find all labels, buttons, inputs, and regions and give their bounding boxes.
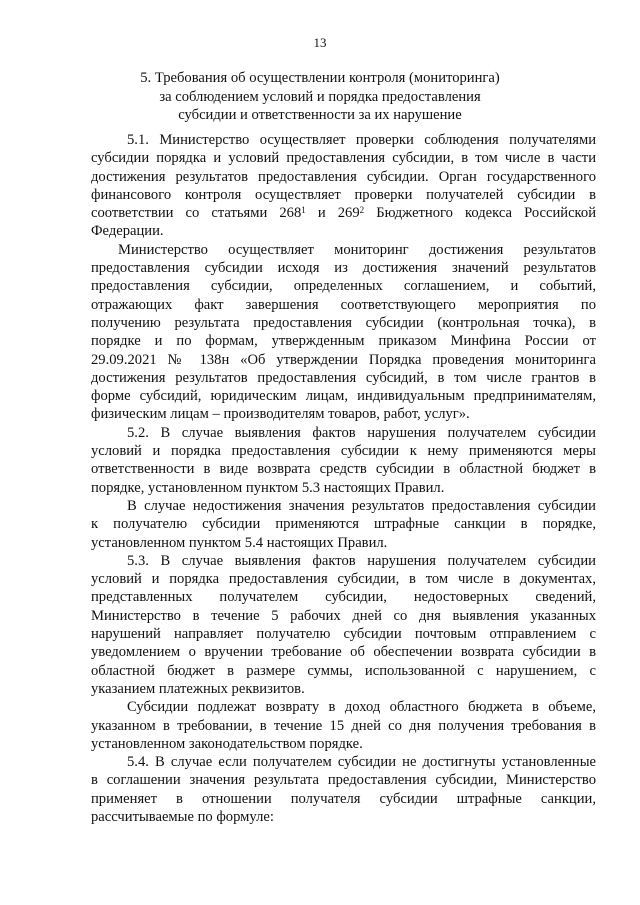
text-line: 29.09.2021 № 138н «Об утверждении Порядка проведения мониторинга — [91, 351, 596, 368]
text-line: достижения результатов предоставления субсидии. Орган государственного — [91, 168, 596, 185]
text-line: условий и порядка предоставления субсидии к нему применяются меры — [91, 443, 596, 460]
text-fragment: Бюджетного кодекса Российской — [364, 205, 597, 222]
text-fragment: соответствии со статьями 268 — [91, 205, 302, 222]
section-title — [90, 69, 550, 125]
section-title-line: 5. Требования об осуществлении контроля (мониторинга) — [140, 70, 500, 86]
superscript: 2 — [359, 205, 365, 216]
text-line-with-superscripts — [91, 204, 596, 222]
paragraph-penalty — [91, 497, 596, 552]
text-line: рассчитываемые по формуле: — [91, 808, 274, 825]
text-line: Министерство осуществляет мониторинг достижения результатов — [118, 241, 596, 258]
paragraph-5-1 — [91, 131, 596, 241]
text-line: порядке, установленном пунктом 5.3 настоящих Правил. — [91, 479, 445, 496]
text-line: Субсидии подлежат возврату в доход областного бюджета в объеме, — [127, 699, 596, 716]
paragraph-5-2 — [91, 424, 596, 497]
text-line: применяет в отношении получателя субсидии штрафные санкции, — [91, 790, 596, 807]
text-line: физическим лицам – производителям товаров, работ, услуг». — [91, 406, 470, 423]
text-line: установленном пунктом 5.4 настоящих Правил. — [91, 534, 388, 551]
text-line: 5.3. В случае выявления фактов нарушения получателем субсидии — [127, 552, 596, 569]
text-line: форме субсидий, юридическим лицам, индивидуальным предпринимателям, — [91, 388, 596, 405]
text-line: областной бюджет в размере суммы, использованной с нарушением, с — [91, 662, 596, 679]
paragraph-5-4 — [91, 753, 596, 826]
text-line: отражающих факт завершения соответствующего мероприятия по — [91, 296, 596, 313]
text-line: 5.1. Министерство осуществляет проверки соблюдения получателями — [127, 132, 596, 148]
text-line: указанием платежных реквизитов. — [91, 680, 305, 697]
text-line: к получателю субсидии применяются штрафные санкции в порядке, — [91, 516, 596, 533]
text-line: предоставления субсидии исходя из достижения значений результатов — [91, 260, 596, 277]
paragraph-monitoring — [91, 241, 596, 424]
text-line: установленном законодательством порядке. — [91, 735, 363, 752]
text-line: В случае недостижения значения результатов предоставления субсидии — [127, 497, 596, 514]
text-line: нарушений направляет получателю субсидии почтовым отправлением с — [91, 626, 596, 643]
page-number: 13 — [313, 35, 327, 50]
text-line: получению результата предоставления субсидии (контрольная точка), в — [91, 314, 596, 331]
paragraph-5-3 — [91, 552, 596, 698]
text-fragment: и 269 — [305, 205, 360, 222]
text-line: уведомлением о вручении требование об обеспечении возврата субсидии в — [91, 644, 596, 661]
section-title-line: за соблюдением условий и порядка предоставления — [159, 88, 481, 105]
text-line: Федерации. — [91, 223, 164, 240]
text-line: порядке и по формам, утвержденным приказом Минфина России от — [91, 333, 596, 350]
superscript: 1 — [301, 205, 306, 216]
text-line: достижения результатов предоставления субсидий, в том числе грантов в — [91, 369, 596, 386]
text-line: 5.4. В случае если получателем субсидии не достигнуты установленные — [127, 754, 596, 771]
text-line: ответственности в виде возврата средств субсидии в областной бюджет в — [91, 461, 596, 478]
text-line: указанном в требовании, в течение 15 дней со дня получения требования в — [91, 717, 596, 734]
text-line: предоставления субсидии, определенных соглашением, и событий, — [91, 278, 596, 295]
text-line: Министерство в течение 5 рабочих дней со дня выявления указанных — [91, 607, 596, 624]
section-title-line: субсидии и ответственности за их нарушение — [178, 107, 462, 123]
text-line: финансового контроля осуществляет проверки получателей субсидии в — [91, 186, 596, 203]
body-text — [91, 131, 596, 826]
text-line: условий и порядка предоставления субсидии, в том числе в документах, — [91, 571, 596, 588]
text-line: 5.2. В случае выявления фактов нарушения получателем субсидии — [127, 424, 596, 441]
text-line: в соглашении значения результата предоставления субсидии, Министерство — [91, 772, 596, 789]
text-line: представленных получателем субсидии, недостоверных сведений, — [91, 589, 596, 606]
text-line: субсидии порядка и условий предоставления субсидии, в том числе в части — [91, 150, 596, 167]
paragraph-return — [91, 698, 596, 753]
